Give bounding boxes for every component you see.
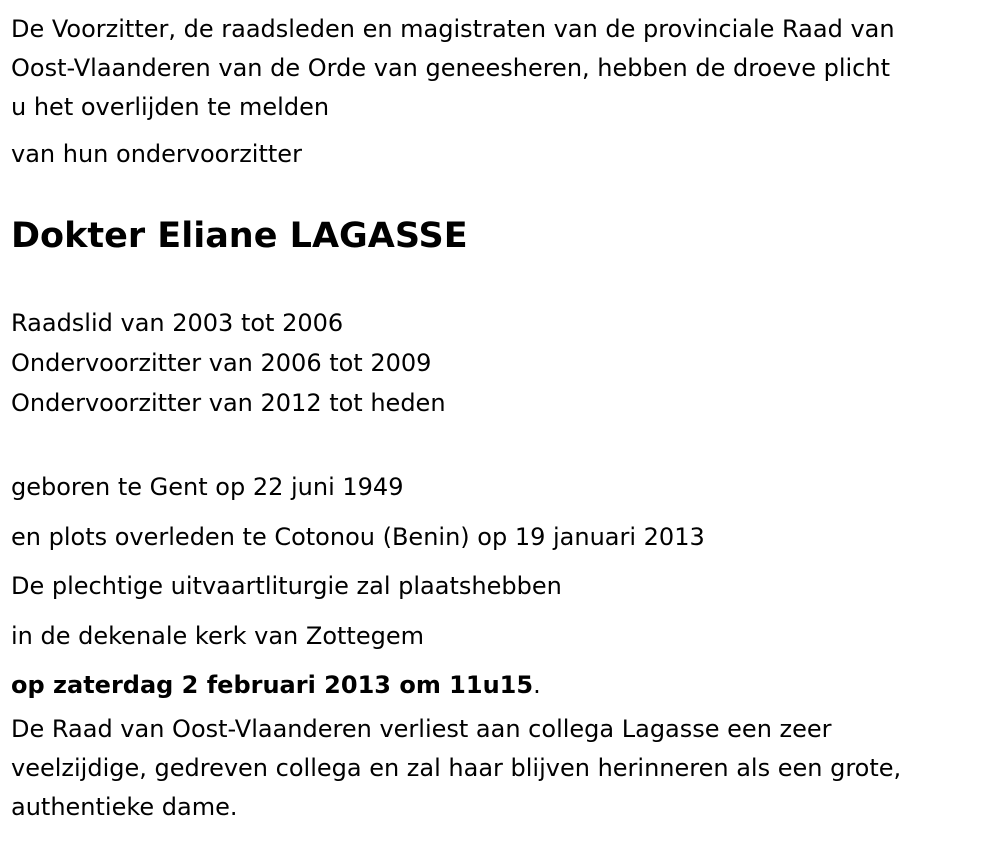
closing-paragraph — [11, 710, 996, 827]
death-line: en plots overleden te Cotonou (Benin) op 19 januari 2013 — [11, 522, 705, 551]
role-line: Ondervoorzitter van 2012 tot heden — [11, 389, 446, 417]
deceased-name: Dokter Eliane LAGASSE — [11, 216, 468, 256]
role-line: Raadslid van 2003 tot 2006 — [11, 309, 344, 337]
funeral-line: De plechtige uitvaartliturgie zal plaatshebben — [11, 572, 562, 600]
service-datetime-line — [11, 661, 705, 711]
subtitle: van hun ondervoorzitter — [11, 140, 302, 168]
facts-list — [11, 463, 705, 711]
intro-line: u het overlijden te melden — [11, 93, 330, 121]
church-line: in de dekenale kerk van Zottegem — [11, 621, 424, 650]
closing-line: authentieke dame. — [11, 793, 238, 821]
birth-line: geboren te Gent op 22 juni 1949 — [11, 473, 404, 501]
service-period: . — [533, 671, 541, 699]
role-line: Ondervoorzitter van 2006 tot 2009 — [11, 349, 432, 377]
closing-line: De Raad van Oost-Vlaanderen verliest aan collega Lagasse een zeer — [11, 715, 832, 743]
service-datetime: op zaterdag 2 februari 2013 om 11u15 — [11, 671, 534, 699]
intro-line: Oost-Vlaanderen van de Orde van geneesheren, hebben de droeve plicht — [11, 54, 890, 82]
roles-list — [11, 303, 446, 423]
intro-paragraph — [11, 10, 996, 127]
closing-line: veelzijdige, gedreven collega en zal haar blijven herinneren als een grote, — [11, 754, 902, 782]
intro-line: De Voorzitter, de raadsleden en magistraten van de provinciale Raad van — [11, 15, 895, 43]
